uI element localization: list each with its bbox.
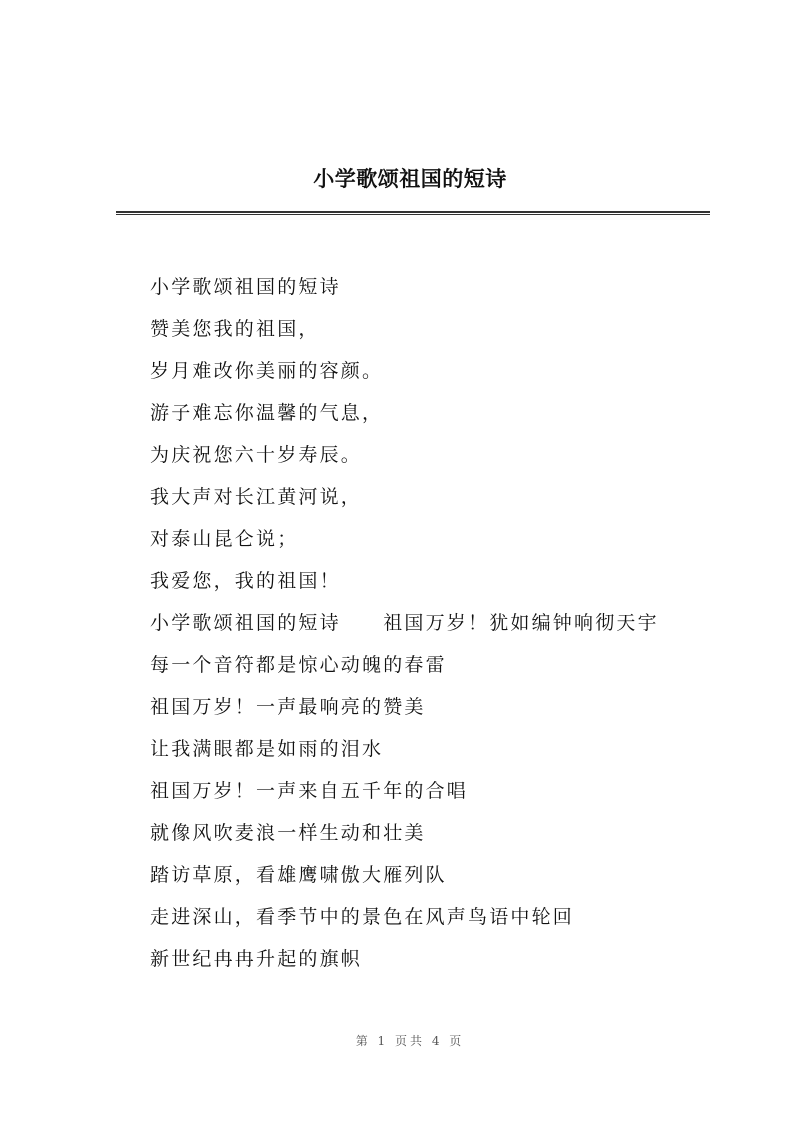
poem-line: 就像风吹麦浪一样生动和壮美 bbox=[150, 822, 426, 844]
poem-line: 游子难忘你温馨的气息， bbox=[150, 402, 384, 424]
poem-line: 让我满眼都是如雨的泪水 bbox=[150, 738, 384, 760]
poem-line: 祖国万岁！一声来自五千年的合唱 bbox=[150, 780, 469, 802]
poem-line: 小学歌颂祖国的短诗 祖国万岁！犹如编钟响彻天宇 bbox=[150, 612, 659, 634]
poem-line: 岁月难改你美丽的容颜。 bbox=[150, 360, 384, 382]
poem-line: 我大声对长江黄河说， bbox=[150, 486, 363, 508]
poem-line: 走进深山，看季节中的景色在风声鸟语中轮回 bbox=[150, 906, 575, 928]
page-number-footer: 第 1 页共 4 页 bbox=[355, 1034, 465, 1048]
poem-line: 踏访草原，看雄鹰啸傲大雁列队 bbox=[150, 864, 447, 886]
poem-line: 新世纪冉冉升起的旗帜 bbox=[150, 948, 363, 970]
poem-line: 每一个音符都是惊心动魄的春雷 bbox=[150, 654, 447, 676]
poem-line: 赞美您我的祖国， bbox=[150, 318, 320, 340]
poem-line: 小学歌颂祖国的短诗 bbox=[150, 276, 341, 298]
page-title: 小学歌颂祖国的短诗 bbox=[313, 166, 507, 191]
poem-body bbox=[150, 272, 750, 986]
poem-line: 祖国万岁！一声最响亮的赞美 bbox=[150, 696, 426, 718]
poem-line: 我爱您，我的祖国！ bbox=[150, 570, 341, 592]
poem-line: 为庆祝您六十岁寿辰。 bbox=[150, 444, 363, 466]
title-divider bbox=[116, 211, 710, 215]
poem-line: 对泰山昆仑说； bbox=[150, 528, 299, 550]
